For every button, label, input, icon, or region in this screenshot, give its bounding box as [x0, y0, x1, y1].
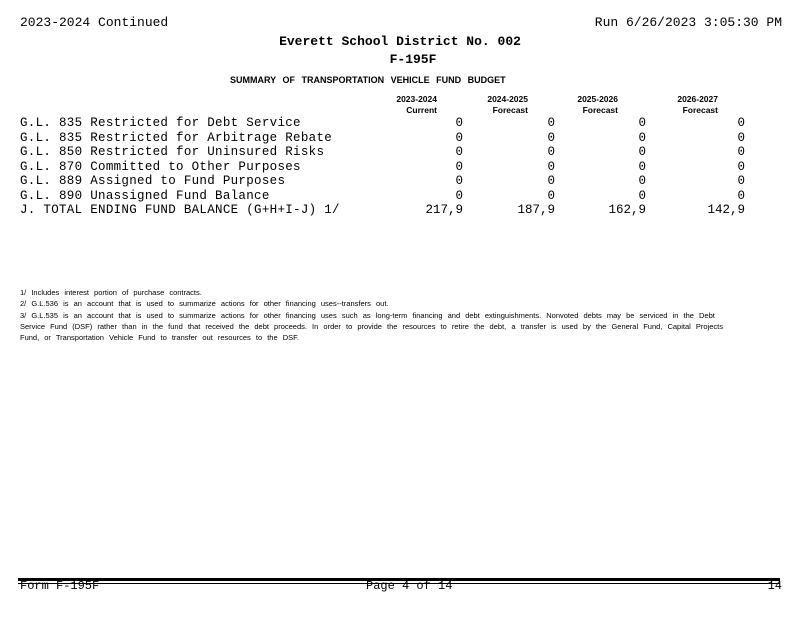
row-value: 0	[455, 116, 463, 130]
row-label: G.L. 870 Committed to Other Purposes	[20, 159, 301, 174]
row-label: J. TOTAL ENDING FUND BALANCE (G+H+I-J) 1/	[20, 203, 340, 217]
row-value: 217,9	[425, 203, 463, 217]
run-timestamp: Run 6/26/2023 3:05:30 PM	[594, 15, 782, 30]
row-label: G.L. 889 Assigned to Fund Purposes	[20, 174, 286, 188]
column-header	[638, 94, 718, 116]
district-title: Everett School District No. 002	[279, 34, 521, 49]
column-year: 2023-2024	[396, 94, 437, 104]
row-value: 0	[455, 145, 463, 159]
row-value: 0	[638, 174, 646, 188]
row-value: 162,9	[608, 203, 646, 217]
table-row	[20, 131, 780, 146]
table-row	[20, 145, 780, 160]
row-value: 0	[455, 188, 463, 203]
form-title: F-195F	[389, 52, 437, 67]
row-value: 0	[737, 145, 745, 159]
column-year: 2024-2025	[487, 94, 528, 104]
footer-page-count: 14	[767, 579, 782, 593]
table-row	[20, 189, 780, 204]
row-value: 0	[737, 174, 745, 188]
row-value: 0	[638, 159, 646, 174]
row-value: 0	[547, 116, 555, 130]
row-label: G.L. 835 Restricted for Arbitrage Rebate	[20, 130, 333, 145]
table-row	[20, 116, 780, 131]
column-type: Forecast	[682, 105, 718, 115]
footnote: 2/ G.L.536 is an account that is used to summarize actions for other financing uses--transfers out.	[20, 299, 389, 309]
row-value: 0	[455, 174, 463, 188]
summary-title: SUMMARY OF TRANSPORTATION VEHICLE FUND BUDGET	[230, 75, 506, 85]
column-header	[538, 94, 618, 116]
footer-form-name: Form F-195F	[20, 579, 100, 593]
footnotes	[20, 287, 740, 343]
row-value: 0	[638, 188, 646, 203]
table-row	[20, 174, 780, 189]
column-year: 2025-2026	[577, 94, 618, 104]
row-value: 0	[737, 188, 745, 203]
row-value: 0	[737, 159, 745, 174]
footnote: 3/ G.L.535 is an account that is used to summarize actions for other financing uses such as long-term financing and debt extinguishments. Nonvoted debts may be serviced in the Debt Service Fund (DSF) rather than in the fund that received the debt proceeds. In order to provide the resources to retire the debt, a transfer is used by the General Fund, Capital Projects Fund, or Transportation Vehicle Fund to transfer out resources to the DSF.	[20, 310, 723, 343]
row-value: 187,9	[517, 203, 555, 217]
table-row	[20, 160, 780, 175]
row-value: 142,9	[707, 203, 745, 217]
row-value: 0	[455, 159, 463, 174]
row-value: 0	[638, 145, 646, 159]
row-value: 0	[638, 116, 646, 130]
row-value: 0	[547, 174, 555, 188]
header-left-text: 2023-2024 Continued	[20, 15, 169, 30]
column-header	[357, 94, 437, 116]
row-label: G.L. 890 Unassigned Fund Balance	[20, 188, 270, 203]
column-header	[448, 94, 528, 116]
footer-page-number: Page 4 of 14	[366, 579, 453, 593]
row-value: 0	[547, 188, 555, 203]
column-type: Current	[406, 105, 437, 115]
column-type: Forecast	[492, 105, 528, 115]
row-value: 0	[737, 116, 745, 130]
column-year: 2026-2027	[677, 94, 718, 104]
row-label: G.L. 850 Restricted for Uninsured Risks	[20, 145, 325, 159]
total-row	[20, 203, 780, 218]
footnote: 1/ Includes interest portion of purchase contracts.	[20, 288, 202, 297]
column-type: Forecast	[582, 105, 618, 115]
row-value: 0	[737, 130, 745, 145]
row-value: 0	[547, 145, 555, 159]
row-value: 0	[455, 130, 463, 145]
row-label: G.L. 835 Restricted for Debt Service	[20, 116, 301, 130]
row-value: 0	[547, 159, 555, 174]
row-value: 0	[638, 130, 646, 145]
row-value: 0	[547, 130, 555, 145]
